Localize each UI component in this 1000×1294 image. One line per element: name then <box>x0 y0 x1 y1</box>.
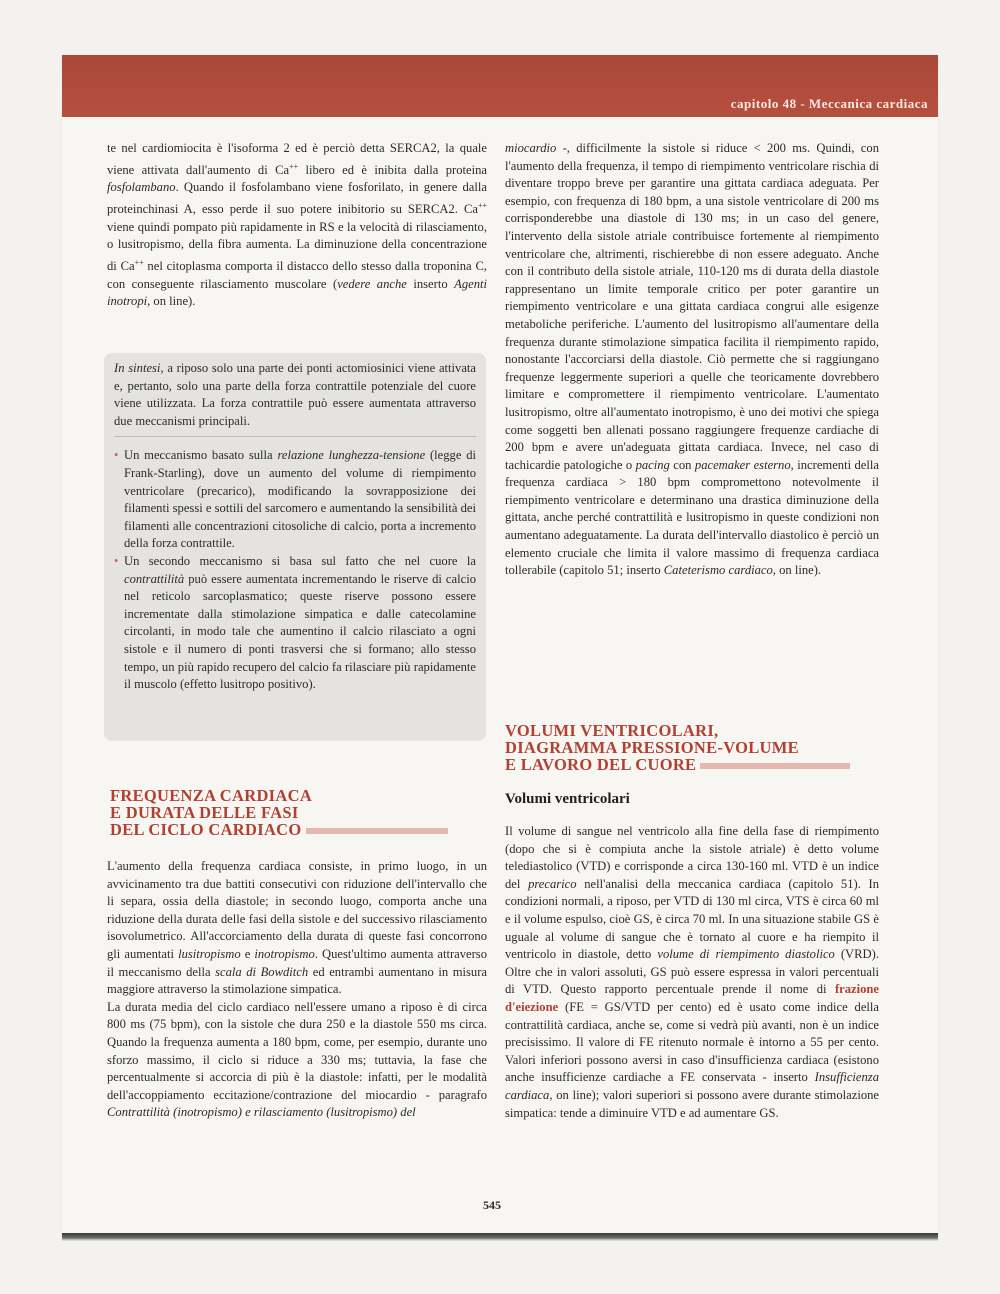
left-section-body <box>107 858 487 1122</box>
summary-divider <box>114 436 476 437</box>
summary-bullet-contractility: • Un secondo meccanismo si basa sul fatto che nel cuore la contrattilità può essere aumentata incrementando le riserve di calcio nel reticolo sarcoplasmatico; queste riserve possono essere incrementate dalla stimolazione simpatica e dalle catecolamine circolanti, in modo tale che aumentino il calcio rilasciato a ogni sistole e il numero di ponti trasversi che si formano; allo stesso tempo, un più rapido recupero del calcio fa rilasciare più rapidamente il muscolo (effetto lusitropo positivo). <box>114 553 476 692</box>
paragraph-frequenza-2: La durata media del ciclo cardiaco nell'essere umano a riposo è di circa 800 ms (75 bpm), con la sistole che dura 250 e la diastole 550 ms circa. Quando la frequenza aumenta a 180 bpm, come, per esempio, durante uno sforzo massimo, il ciclo si riduce a 330 ms; tuttavia, la fase che percentualmente si accorcia di più è la diastole: infatti, per le modalità dell'accoppiamento eccitazione/contrazione del miocardio - paragrafo Contrattilità (inotropismo) e rilasciamento (lusitropismo) del <box>107 999 487 1120</box>
section-heading-volumi: VOLUMI VENTRICOLARI, DIAGRAMMA PRESSIONE-VOLUME E LAVORO DEL CUORE <box>505 722 885 773</box>
right-column-intro <box>505 140 879 580</box>
paragraph-frequenza-1: L'aumento della frequenza cardiaca consiste, in primo luogo, in un avvicinamento tra due battiti consecutivi con riduzione dell'intervallo che li separa, ossia della diastole; in secondo luogo, comporta anche una riduzione della durata delle fasi della sistole e del successivo rilasciamento isovolumetrico. All'accorciamento della durata di queste fasi concorrono gli aumentati lusitropismo e inotropismo. Quest'ultimo aumenta attraverso il meccanismo della scala di Bowditch ed entrambi aumentano in misura maggiore attraverso la stimolazione simpatica. <box>107 859 488 997</box>
paragraph-serca2: te nel cardiomiocita è l'isoforma 2 ed è perciò detta SERCA2, la quale viene attivata dall'aumento di Ca++ libero ed è inibita dalla proteina fosfolambano. Quando il fosfolambano viene fosforilato, in genere dalla proteinchinasi A, esso perde il suo potere inibitorio su SERCA2. Ca++ viene quindi pompato più rapidamente in RS e la velocità di rilasciamento, o lusitropismo, della fibra aumenta. La diminuzione della concentrazione di Ca++ nel citoplasma comporta il distacco dello stesso dalla troponina C, con conseguente rilasciamento muscolare (vedere anche inserto Agenti inotropi, on line). <box>107 141 487 309</box>
paragraph-diastole: miocardio -, difficilmente la sistole si riduce < 200 ms. Quindi, con l'aumento della frequenza, il tempo di riempimento ventricolare rischia di diventare troppo breve per garantire una gittata cardiaca adeguata. Per esempio, con frequenza di 180 bpm, a una sistole ventricolare di 200 ms corrisponderebbe una diastole di 130 ms; in un caso del genere, l'intervento della sistole atriale contribuisce fortemente al riempimento ventricolare che, altrimenti, rischierebbe di non essere adeguato. Anche con il contributo della sistole atriale, 110-120 ms di durata della diastole rappresentano un limite temporale critico per poter garantire un riempimento ventricolare e una gittata cardiaca congrui alle esigenze metaboliche periferiche. L'aumento del lusitropismo all'aumentare della frequenza durante stimolazione simpatica facilita il riempimento rapido, nonostante l'accorciarsi della diastole. Ciò permette che si raggiungano frequenze leggermente superiori a quelle che teoricamente dovrebbero limitare e compromettere il riempimento ventricolare. L'aumentato lusitropismo, oltre all'aumentato inotropismo, è uno dei motivi che spiega come soggetti ben allenati possano raggiungere frequenze cardiache di 200 bpm e avere un'adeguata gittata cardiaca. Invece, nel caso di tachicardie patologiche o pacing con pacemaker esterno, incrementi della frequenza cardiaca > 180 bpm compromettono notevolmente il riempimento ventricolare e determinano una drastica diminuzione della gittata, anche perché contrattilità e lusitropismo in queste condizioni non aumentano adeguatamente. La durata dell'intervallo diastolico è perciò un elemento cruciale che limita il valore massimo di frequenza cardiaca tollerabile (capitolo 51; inserto Cateterismo cardiaco, on line). <box>505 141 879 578</box>
right-section-body <box>505 823 879 1122</box>
paragraph-volumi: Il volume di sangue nel ventricolo alla fine della fase di riempimento (dopo che si è compiuta anche la sistole atriale) è detto volume telediastolico (VTD) e corrisponde a circa 130-160 ml. VTD è un indice del precarico nell'analisi della meccanica cardiaca (capitolo 51). In condizioni normali, a riposo, per VTD di 130 ml circa, VTS è circa 60 ml e il volume espulso, cioè GS, è circa 70 ml. In una situazione stabile GS è uguale al volume di sangue che è tornato al cuore e ha riempito il ventricolo in diastole, detto volume di riempimento diastolico (VRD). Oltre che in valori assoluti, GS può essere espressa in valori percentuali di VTD. Questo rapporto percentuale prende il nome di frazione d'eiezione (FE = GS/VTD per cento) ed è usato come indice della contrattilità cardiaca, anche se, come si vedrà più avanti, non è un indice precisissimo. Il valore di FE ritenuto normale è intorno a 55 per cento. Valori inferiori possono aversi in caso d'insufficienza cardiaca (esistono anche insufficienze cardiache a FE conservata - inserto Insufficienza cardiaca, on line); valori superiori si possono avere durante stimolazione simpatica: tende a diminuire VTD e ad aumentare GS. <box>505 824 879 1120</box>
bullet-icon: • <box>114 448 119 463</box>
summary-bullet-frank-starling: • Un meccanismo basato sulla relazione lunghezza-tensione (legge di Frank-Starling), dove un aumento del volume di riempimento ventricolare (precarico), modificando la sovrapposizione dei filamenti spessi e sottili del sarcomero e aumentando la sensibilità dei filamenti alle concentrazioni citosoliche di calcio, porta a incremento della forza contrattile. <box>114 448 477 551</box>
summary-box-content <box>114 360 476 694</box>
chapter-title: capitolo 48 - Meccanica cardiaca <box>730 96 928 111</box>
page-number: 545 <box>483 1198 501 1212</box>
bullet-icon: • <box>114 553 119 568</box>
left-column-intro <box>107 140 487 311</box>
section-heading-frequenza: FREQUENZA CARDIACA E DURATA DELLE FASI DEL CICLO CARDIACO <box>110 787 490 838</box>
subheading-volumi-ventricolari: Volumi ventricolari <box>505 791 630 807</box>
heading-rule <box>306 828 448 834</box>
page-bottom-edge <box>62 1233 938 1241</box>
heading-rule <box>700 763 850 769</box>
summary-intro: In sintesi, a riposo solo una parte dei ponti actomiosinici viene attivata e, pertanto, solo una parte della forza contrattile potenziale del cuore viene utilizzata. La forza contrattile può essere aumentata attraverso due meccanismi principali. <box>114 361 477 428</box>
